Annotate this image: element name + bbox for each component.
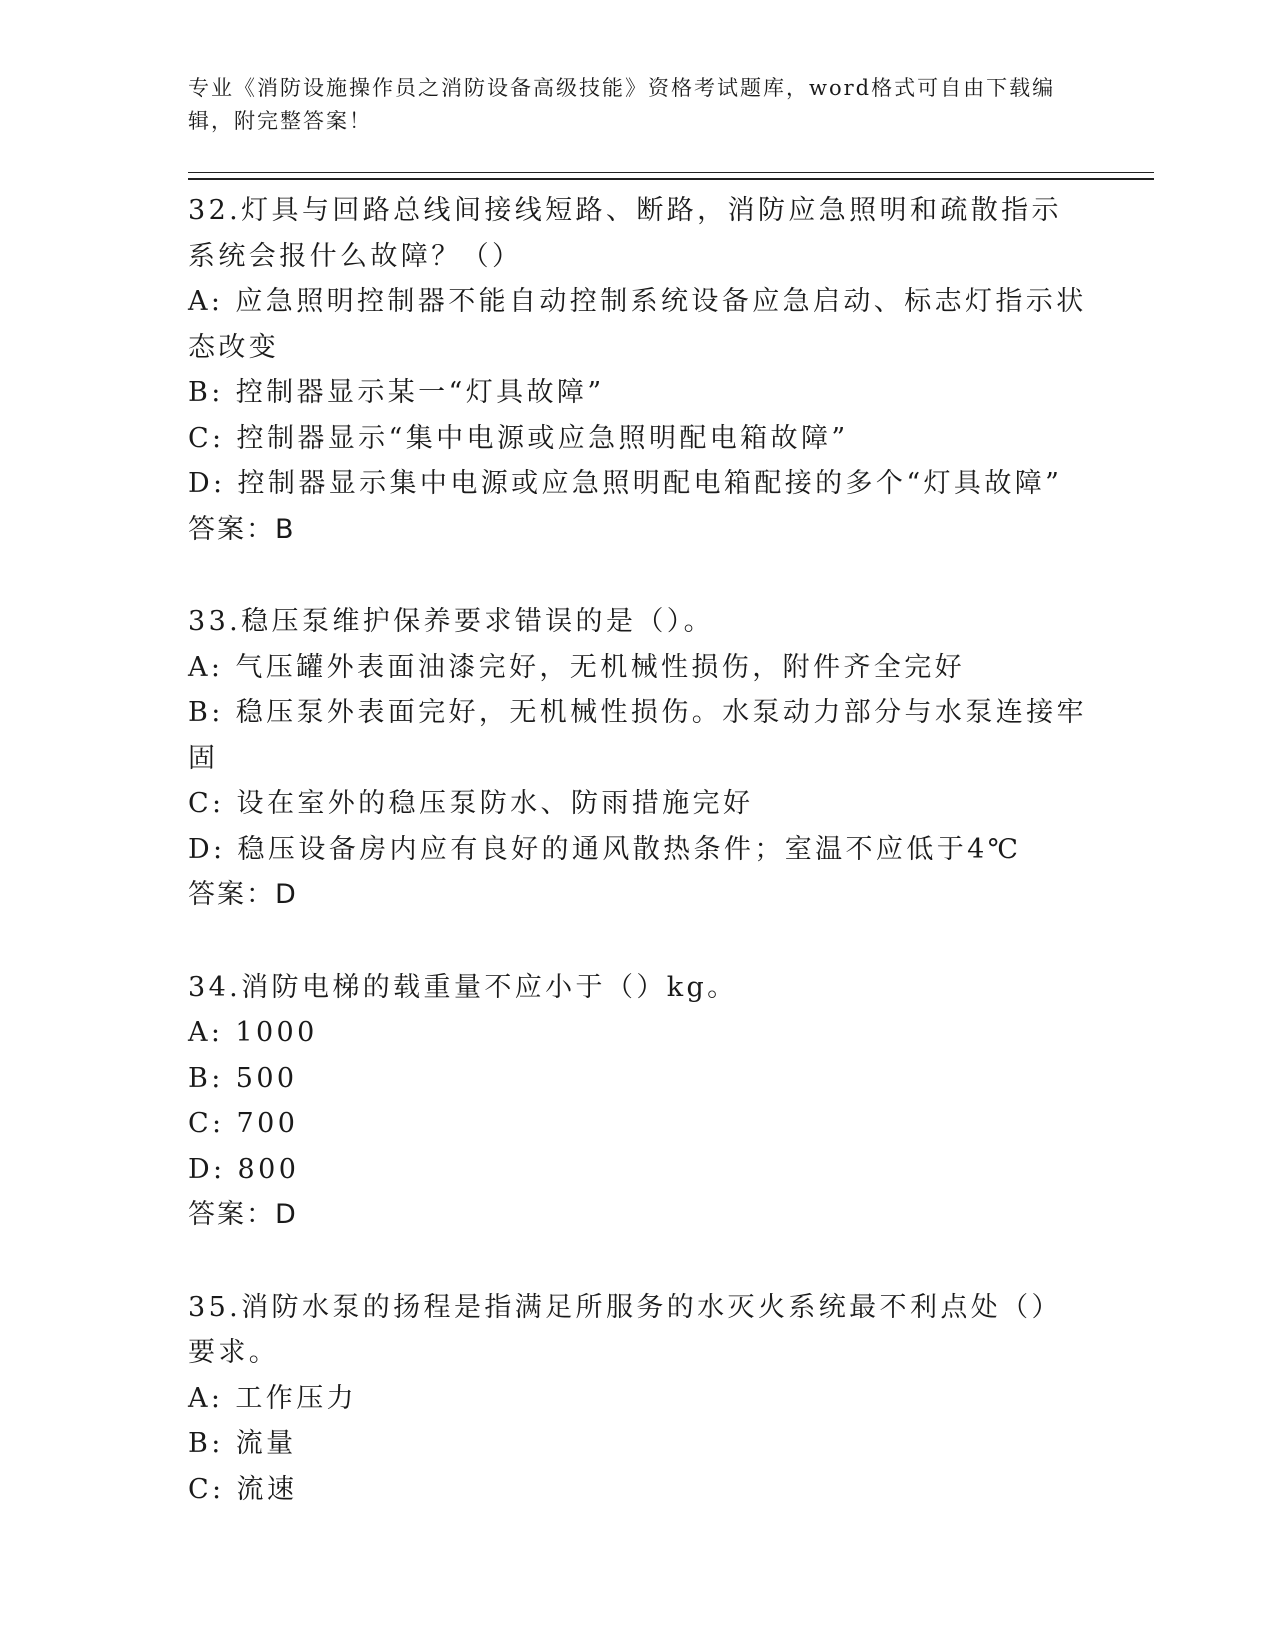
option-label: C: bbox=[188, 422, 225, 454]
question-stem: 32.灯具与回路总线间接线短路、断路，消防应急照明和疏散指示系统会报什么故障？（） bbox=[188, 195, 1062, 272]
answer-label: 答案： bbox=[188, 513, 275, 545]
question-stem: 35.消防水泵的扬程是指满足所服务的水灭火系统最不利点处（）要求。 bbox=[188, 1291, 1062, 1368]
option-text: 控制器显示“集中电源或应急照明配电箱故障” bbox=[236, 422, 849, 454]
answer-line bbox=[188, 872, 1088, 918]
option-label: A: bbox=[188, 651, 224, 683]
header-divider-thick bbox=[188, 178, 1154, 180]
option-label: C: bbox=[188, 1108, 225, 1139]
option-c bbox=[188, 416, 1088, 462]
option-label: A: bbox=[188, 1382, 224, 1414]
option-label: A: bbox=[188, 286, 224, 317]
option-text: 1000 bbox=[235, 1017, 318, 1048]
document-header: 专业《消防设施操作员之消防设备高级技能》资格考试题库，word格式可自由下载编辑，附完整答案！ bbox=[188, 76, 1056, 133]
option-text: 700 bbox=[236, 1108, 299, 1139]
option-d bbox=[188, 1147, 1088, 1193]
option-label: D: bbox=[188, 468, 226, 499]
option-text: 气压罐外表面油漆完好，无机械性损伤，附件齐全完好 bbox=[235, 651, 965, 683]
answer-value: D bbox=[275, 879, 298, 910]
option-text: 设在室外的稳压泵防水、防雨措施完好 bbox=[236, 788, 754, 819]
answer-line bbox=[188, 507, 1088, 553]
option-text: 800 bbox=[237, 1153, 300, 1185]
option-text: 流量 bbox=[235, 1428, 297, 1459]
question-32 bbox=[188, 188, 1088, 552]
option-label: D: bbox=[188, 833, 226, 865]
option-label: B: bbox=[188, 1428, 224, 1459]
option-label: B: bbox=[188, 697, 224, 728]
header-divider-thin bbox=[188, 172, 1154, 173]
option-label: B: bbox=[188, 1062, 224, 1094]
option-label: B: bbox=[188, 377, 224, 408]
answer-line bbox=[188, 1192, 1088, 1238]
option-text: 控制器显示集中电源或应急照明配电箱配接的多个“灯具故障” bbox=[237, 468, 1063, 499]
option-a bbox=[188, 279, 1088, 370]
option-text: 稳压设备房内应有良好的通风散热条件；室温不应低于4℃ bbox=[237, 833, 1022, 865]
question-list bbox=[188, 188, 1088, 1559]
option-text: 控制器显示某一“灯具故障” bbox=[235, 377, 605, 408]
option-c bbox=[188, 781, 1088, 827]
answer-label: 答案： bbox=[188, 879, 275, 910]
option-text: 稳压泵外表面完好，无机械性损伤。水泵动力部分与水泵连接牢固 bbox=[188, 697, 1087, 774]
option-label: C: bbox=[188, 788, 225, 819]
option-d bbox=[188, 461, 1088, 507]
option-text: 500 bbox=[235, 1062, 298, 1094]
option-label: D: bbox=[188, 1153, 226, 1185]
option-b bbox=[188, 690, 1088, 781]
option-d bbox=[188, 827, 1088, 873]
question-34 bbox=[188, 965, 1088, 1238]
option-c bbox=[188, 1101, 1088, 1147]
answer-value: B bbox=[275, 513, 296, 545]
question-35 bbox=[188, 1285, 1088, 1513]
option-text: 流速 bbox=[236, 1473, 298, 1505]
question-33 bbox=[188, 599, 1088, 918]
option-b bbox=[188, 1421, 1088, 1467]
option-a bbox=[188, 645, 1088, 691]
answer-label: 答案： bbox=[188, 1199, 275, 1230]
option-b bbox=[188, 370, 1088, 416]
question-stem: 34.消防电梯的载重量不应小于（）kg。 bbox=[188, 971, 738, 1003]
question-stem: 33.稳压泵维护保养要求错误的是（）。 bbox=[188, 606, 715, 637]
option-a bbox=[188, 1376, 1088, 1422]
answer-value: D bbox=[275, 1199, 298, 1230]
option-c bbox=[188, 1467, 1088, 1513]
option-a bbox=[188, 1010, 1088, 1056]
option-text: 工作压力 bbox=[235, 1382, 357, 1414]
option-label: C: bbox=[188, 1473, 225, 1505]
option-label: A: bbox=[188, 1017, 224, 1048]
option-text: 应急照明控制器不能自动控制系统设备应急启动、标志灯指示状态改变 bbox=[188, 286, 1087, 363]
option-b bbox=[188, 1056, 1088, 1102]
